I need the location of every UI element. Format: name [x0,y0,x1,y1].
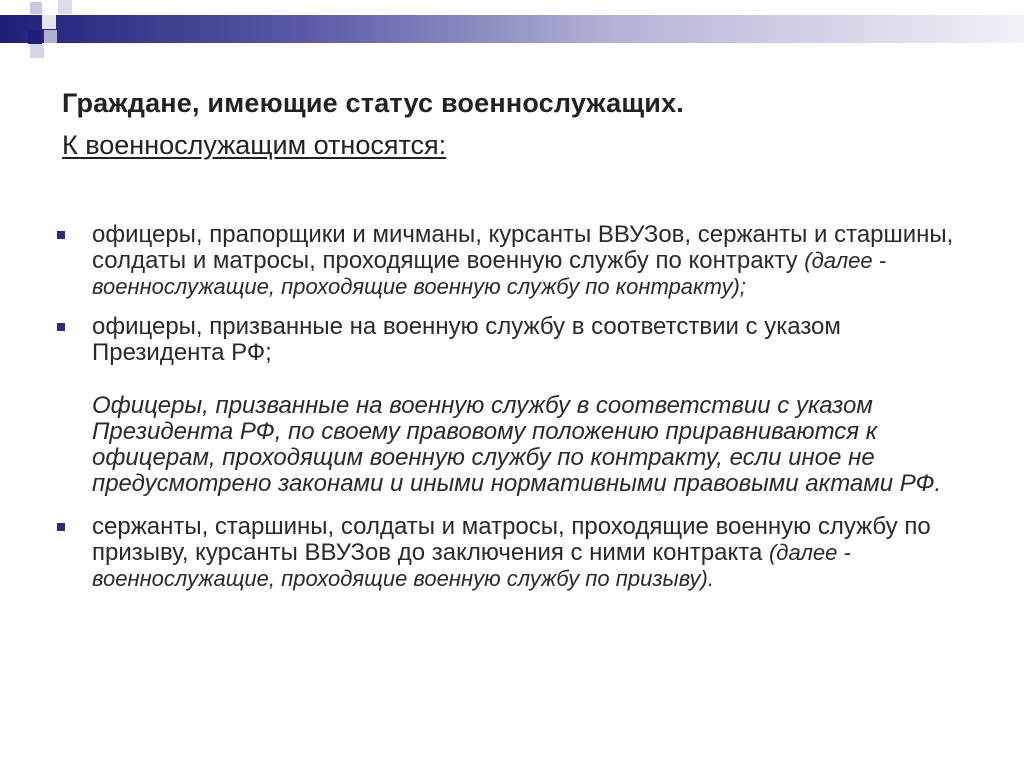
decor-square [44,30,57,43]
decor-square [42,15,56,29]
bullet-square-icon [57,523,65,531]
list-item [54,222,974,300]
decor-square [30,44,44,58]
slide-subtitle: К военнослужащим относятся: [62,130,447,160]
slide-title: Граждане, имеющие статус военнослужащих. [62,88,685,118]
list-item-text: сержанты, старшины, солдаты и матросы, проходящие военную службу по призыву, курсанты ВВУЗов до заключения с ними контракта [92,513,931,566]
bullet-square-icon [57,323,65,331]
decor-square [58,0,72,14]
decor-square [30,2,42,14]
list-item-text: офицеры, прапорщики и мичманы, курсанты ВВУЗов, сержанты и старшины, солдаты и матросы, проходящие военную службу по контракту [92,221,954,274]
decor-square [14,15,28,29]
list-item-text: офицеры, призванные на военную службу в соответствии с указом Президента РФ; [92,313,841,366]
list-item-note: (далее - военнослужащие, проходящие военную службу по призыву). [92,540,851,591]
explanation-paragraph: Офицеры, призванные на военную службу в соответствии с указом Президента РФ, по своему правовому положению приравниваются к офицерам, проходящим военную службу по контракту, если иное не предусмотрено законами и иными нормативными правовыми актами РФ. [92,392,942,497]
bullet-square-icon [57,231,65,239]
list-item-note: (далее - военнослужащие, проходящие военную службу по контракту); [92,248,887,299]
bullet-list [54,222,974,592]
list-item [54,514,974,592]
list-item [54,314,974,366]
header-decoration-bar [0,15,1024,43]
decor-square [28,30,42,44]
